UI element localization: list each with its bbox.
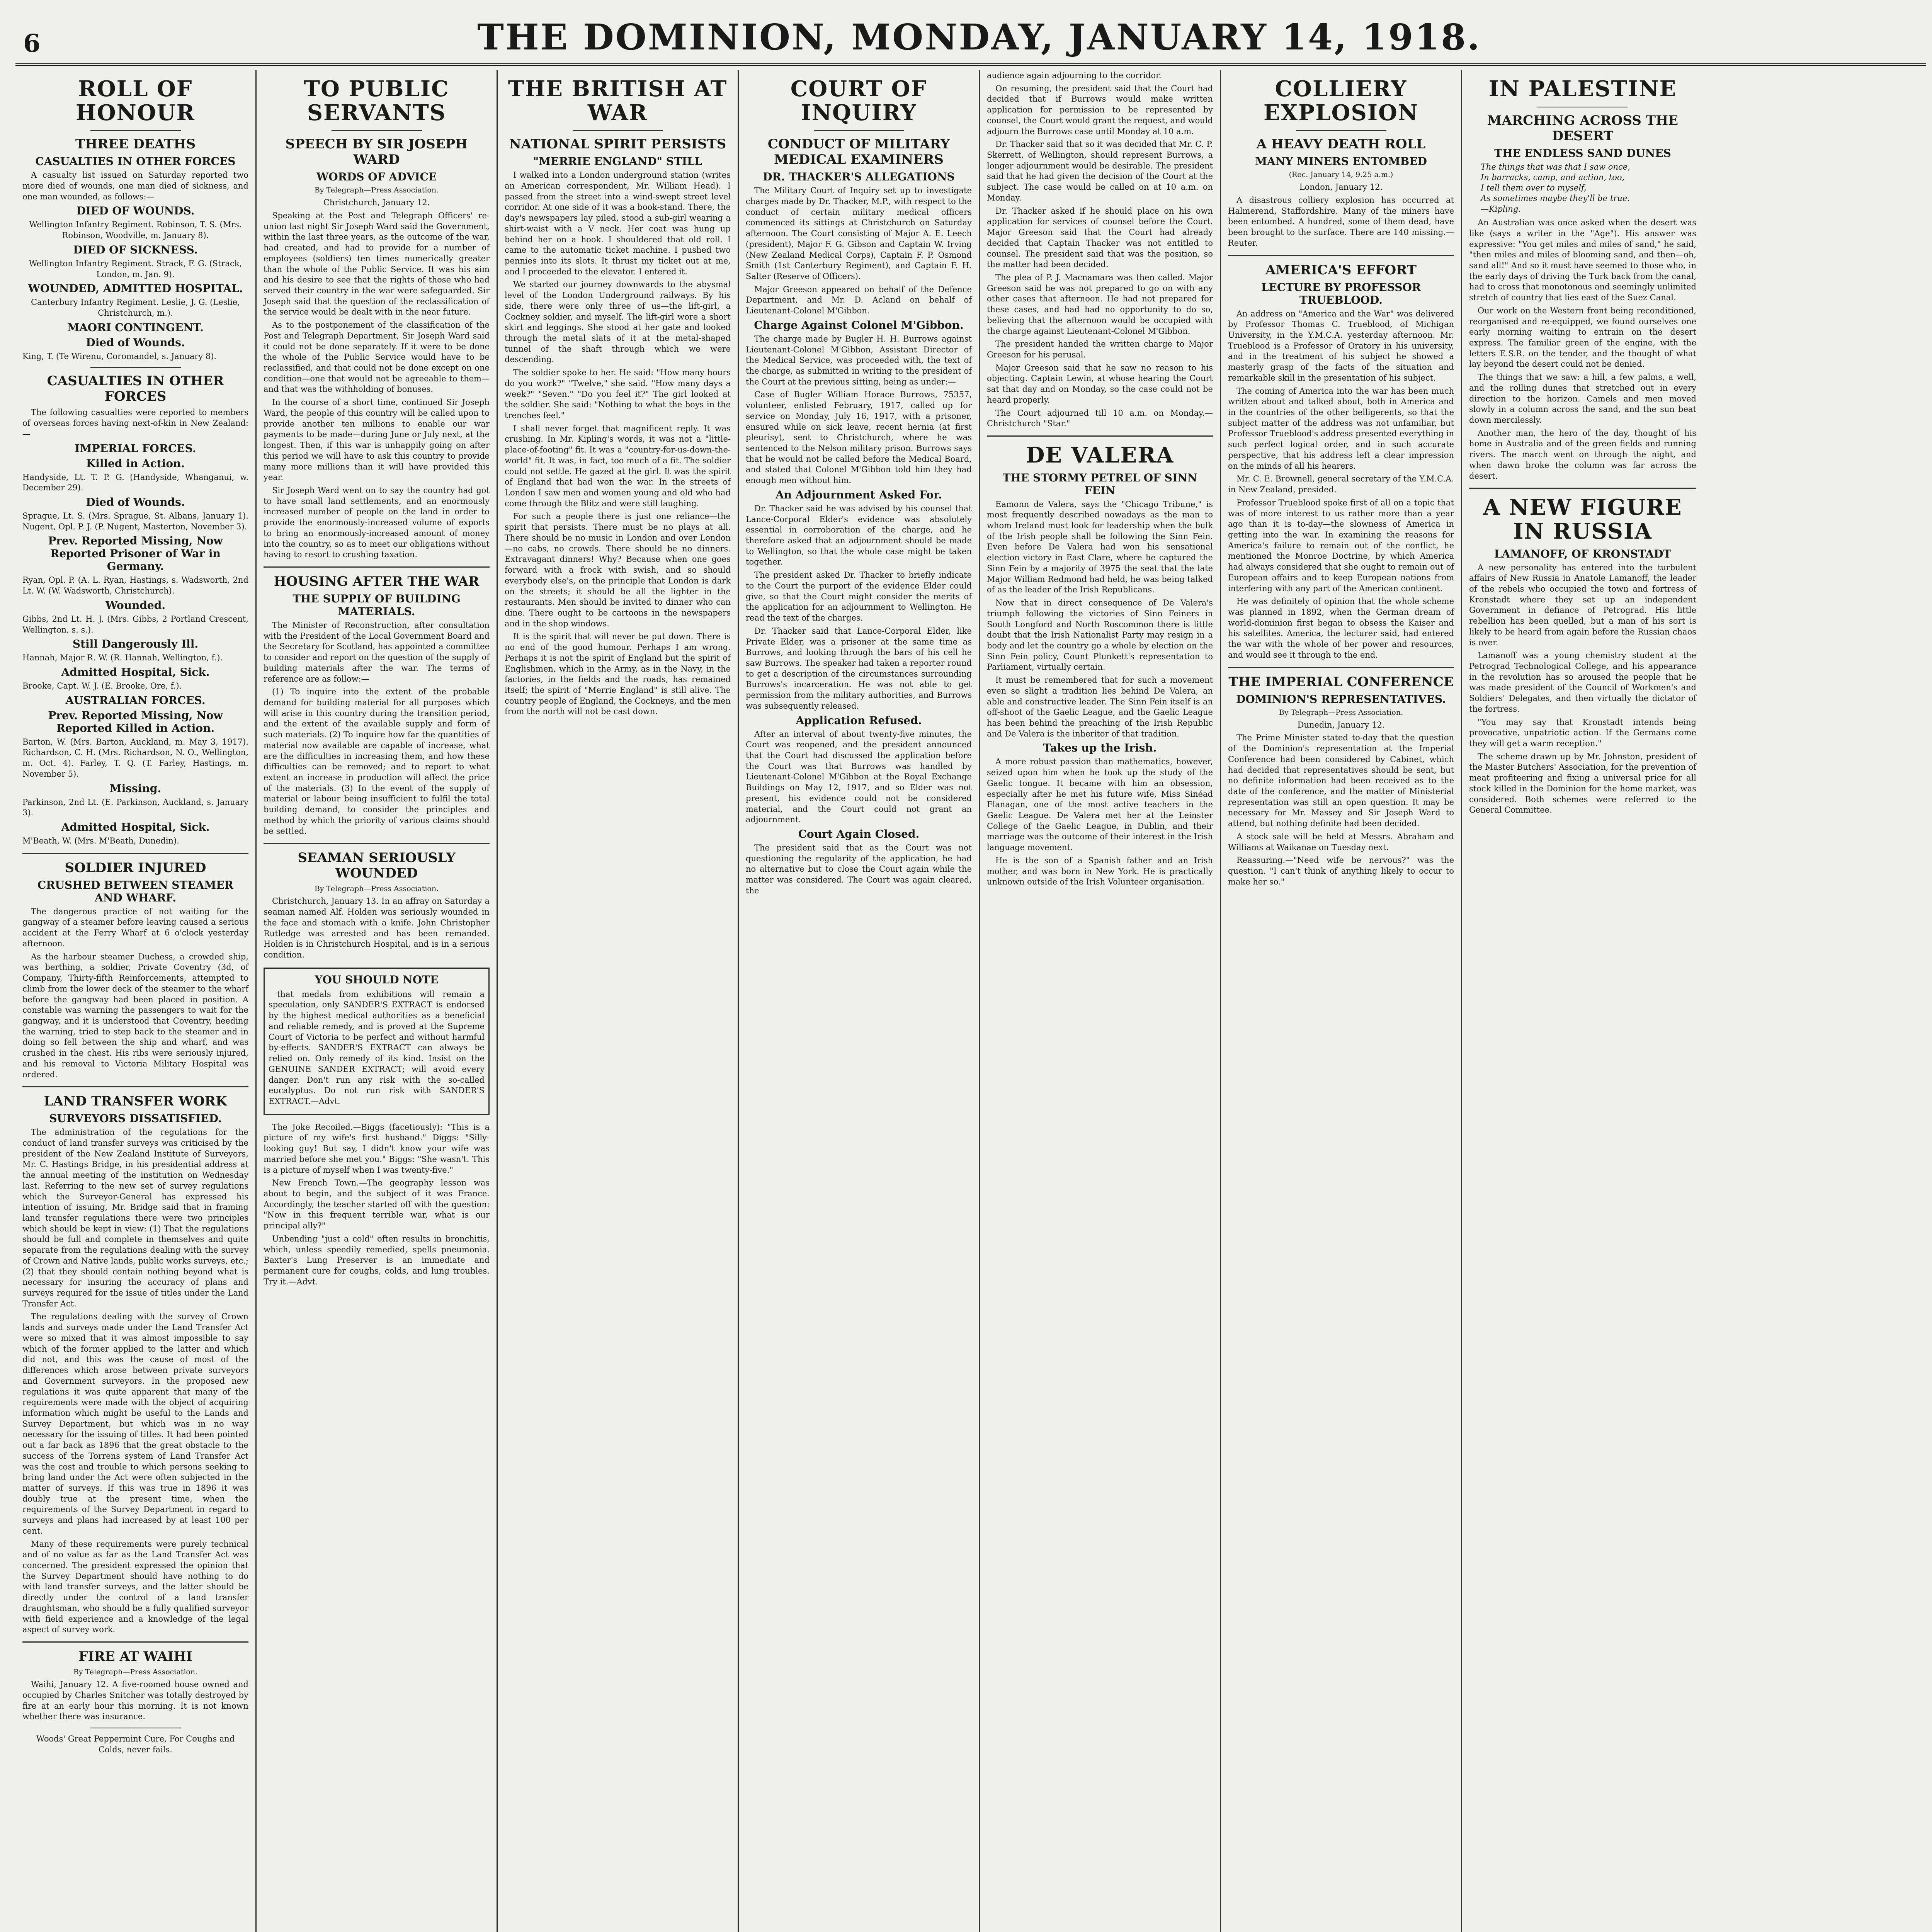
article-text: The Minister of Reconstruction, after consultation with the President of the Local Government Board and the Secretary for Scotland, has appointed a committee to consider and report on the question of the supply of building materials after the war. The terms of reference are as follow:—: [264, 620, 490, 684]
article-text: An address on "America and the War" was delivered by Professor Thomas C. Trueblood, of Michigan University, in the Y.M.C.A. yesterday afternoon. Mr. Trueblood is a Professor of Oratory in his university, and in the treatment of his subject he showed a masterly grasp of the facts of the situation and remarkable skill in the presentation of his subject.: [1228, 309, 1454, 383]
divider: [1296, 130, 1386, 131]
section-label: Died of Wounds.: [86, 336, 185, 349]
column-6: [1221, 70, 1462, 1932]
divider: [22, 1086, 248, 1087]
section-label: Court Again Closed.: [798, 828, 920, 840]
article-text: Professor Trueblood spoke first of all on a topic that was of more interest to us rather more than a year ago than it is to-day—the slowness of America in getting into the war. In examining the reasons for America's failure to remain out of the conflict, he mentioned the Monroe Doctrine, by which America had always considered that she ought to remain out of European affairs and to keep European nations from interfering with any part of the American continent.: [1228, 498, 1454, 593]
article-text: Wellington Infantry Regiment. Robinson, T. S. (Mrs. Robinson, Woodville, m. January 8).: [29, 220, 242, 240]
article-text: The following casualties were reported to members of overseas forces having next-of-kin in New Zealand:—: [22, 408, 248, 439]
section-label: Takes up the Irish.: [1043, 742, 1157, 755]
divider: [90, 367, 181, 368]
divider: [1469, 488, 1696, 489]
article-text: The administration of the regulations for the conduct of land transfer surveys was criticised by the president of the New Zealand Institute of Surveyors, Mr. C. Hastings Bridge, in his presidential address at the annual meeting of the institution on Wednesday last. Referring to the new set of survey regulations which the Surveyor-General has expressed his intention of issuing, Mr. Bridge said that in framing land transfer regulations there were two principles which should be kept in view: (1) That the regulations should be full and complete in themselves and quite separate from the regulations dealing with the survey of Crown and Native lands, public works surveys, etc.; (2) that they should contain nothing beyond what is necessary for insuring the accuracy of plans and surveys required for the issue of titles under the Land Transfer Act.: [22, 1128, 248, 1308]
article-text: For such a people there is just one reliance—the spirit that persists. There must be no plays at all. There should be no music in London and over London—no cabs, no crowds. There should be no dinners. Extravagant dinners! Why? Because when one goes forward with a frock with swish, and so should everybody else's, on the principle that London is dark on the streets; it should be all the lighter in the restaurants. Men should be invited to dinner who can dine. There ought to be cartoons in the newspapers and in the shop windows.: [505, 512, 731, 628]
poem-excerpt: The things that was that I saw once, In barracks, camp, and action, too, I tell them over to myself, As sometimes maybe they'll be true. —Kipling.: [1481, 162, 1630, 214]
byline: By Telegraph—Press Association.: [73, 1668, 198, 1677]
divider: [264, 843, 490, 844]
section-label: Admitted Hospital, Sick.: [61, 666, 210, 679]
land-transfer-subheading: SURVEYORS DISSATISFIED.: [49, 1112, 222, 1125]
article-text: The Prime Minister stated to-day that the question of the Dominion's representation at the Imperial Conference had been considered by Cabinet, which had decided that representatives should be sent, but no definite information had been received as to the date of the conference, and the matter of Ministerial representation was still an open question. It may be necessary for Mr. Massey and Sir Joseph Ward to attend, but nothing definite had been decided.: [1228, 733, 1454, 828]
speech-subheading: SPEECH BY SIR JOSEPH WARD: [285, 136, 468, 168]
article-text: Parkinson, 2nd Lt. (E. Parkinson, Auckland, s. January 3).: [22, 797, 248, 818]
section-label: MAORI CONTINGENT.: [67, 321, 204, 334]
soldier-injured-subheading: CRUSHED BETWEEN STEAMER AND WHARF.: [37, 878, 234, 904]
divider: [90, 130, 181, 131]
sand-dunes-subheading: THE ENDLESS SAND DUNES: [1494, 146, 1671, 160]
seaman-heading: SEAMAN SERIOUSLY WOUNDED: [298, 850, 456, 881]
merrie-england-subheading: "MERRIE ENGLAND" STILL: [533, 155, 702, 168]
divider: [22, 853, 248, 854]
section-label: An Adjournment Asked For.: [776, 488, 942, 501]
dateline: London, January 12.: [1299, 182, 1383, 192]
column-3: [498, 70, 739, 1932]
section-label: Still Dangerously Ill.: [72, 638, 199, 651]
dateline: Christchurch, January 12.: [323, 198, 430, 207]
received-line: (Rec. January 14, 9.25 a.m.): [1289, 170, 1393, 179]
article-text: Now that in direct consequence of De Valera's triumph following the victories of Sinn Feiners in South Longford and North Roscommon there is little doubt that the Irish Nationalist Party may resign in a body and let the country go a whole by election on the Sinn Fein policy, Count Plunkett's representation to Parliament, virtually certain.: [987, 598, 1213, 672]
allegations-subheading: DR. THACKER'S ALLEGATIONS: [763, 170, 955, 184]
lamanoff-subheading: LAMANOFF, OF KRONSTADT: [1494, 547, 1672, 560]
section-label: Prev. Reported Missing, Now Reported Prisoner of War in Germany.: [48, 534, 223, 573]
stormy-petrel-subheading: THE STORMY PETREL OF SINN FEIN: [1002, 471, 1197, 497]
article-text: I walked into a London underground station (writes an American correspondent, Mr. William Head). I passed from the street into a wind-swept street level corridor. At one side of it was a book-stand. There, the day's newspapers lay piled, stood a sub-girl wearing a shirt-waist with a V neck. Her coat was hung up behind her on a hook. I shouldered that old roll. I came to the automatic ticket machine. I pushed two pennies into its slots. It thrust my ticket out at me, and I proceeded to the elevator. I entered it.: [505, 170, 731, 276]
article-text: Gibbs, 2nd Lt. H. J. (Mrs. Gibbs, 2 Portland Crescent, Wellington, s. s.).: [22, 614, 248, 634]
divider: [332, 130, 422, 131]
divider: [1228, 667, 1454, 668]
advertisement-text: Woods' Great Peppermint Cure, For Coughs and Colds, never fails.: [36, 1734, 235, 1754]
death-roll-subheading: A HEAVY DEATH ROLL: [1256, 136, 1426, 152]
colliery-explosion-heading: COLLIERY EXPLOSION: [1263, 76, 1418, 126]
court-of-inquiry-heading: COURT OF INQUIRY: [790, 76, 927, 126]
article-text: Reassuring.—"Need wife be nervous?" was the question. "I can't think of anything likely to occur to make her so.": [1228, 855, 1454, 886]
section-label: IMPERIAL FORCES.: [75, 442, 196, 455]
article-text: "You may say that Kronstadt intends being provocative, unpatriotic action. If the Germans come they will get a warm reception.": [1469, 717, 1696, 748]
divider: [987, 435, 1213, 437]
byline: By Telegraph—Press Association.: [1279, 708, 1403, 717]
section-label: Application Refused.: [796, 714, 922, 727]
article-text: The things that we saw: a hill, a few palms, a well, and the rolling dunes that stretched out in every direction to the horizon. Camels and men moved slowly in a column across the sand, and the sun beat down mercilessly.: [1469, 372, 1696, 425]
article-text: audience again adjourning to the corridor.: [987, 71, 1162, 80]
article-text: The regulations dealing with the survey of Crown lands and surveys made under the Land Transfer Act were so mixed that it was almost impossible to say which of the former applied to the latter and which did not, and this was the cause of most of the differences which arose between private surveyors and Government surveyors. In the proposed new regulations it was quite apparent that many of the requirements were made with the object of acquiring information which might be useful to the Lands and Survey Department, but which was in no way necessary for the issuing of titles. It had been pointed out a far back as 1896 that the great obstacle to the success of the Torrens system of Land Transfer Act was the cost and trouble to which persons seeking to bring land under the Act were often subjected in the matter of surveys. If this was true in 1896 it was doubly true at the present time, when the requirements of the Survey Department in regard to surveys and plans had increased by at least 100 per cent.: [22, 1312, 248, 1536]
article-text: King, T. (Te Wirenu, Coromandel, s. January 8).: [22, 351, 217, 361]
soldier-injured-heading: SOLDIER INJURED: [65, 860, 206, 876]
section-label: DIED OF SICKNESS.: [73, 243, 198, 256]
housing-subheading: THE SUPPLY OF BUILDING MATERIALS.: [293, 592, 461, 618]
article-text: Case of Bugler William Horace Burrows, 75357, volunteer, enlisted February, 1917, called up for service on Monday, July 16, 1917, with a prisoner, ensured while on sick leave, recent hernia (at first pleurisy), sent to Christchurch, where he was sentenced to the Nelson military prison. Burrows says that he would not be called before the Medical Board, and stated that Colonel M'Gibbon told him they had enough men without him.: [746, 390, 972, 485]
article-text: Handyside, Lt. T. P. G. (Handyside, Whanganui, w. December 29).: [22, 472, 248, 493]
article-text: The charge made by Bugler H. H. Burrows against Lieutenant-Colonel M'Gibbon, Assistant Director of the Medical Service, was proceeded with, the text of the charge, as submitted in writing to the president of the Court at the previous sitting, being as under:—: [746, 334, 972, 386]
advertisement-heading: YOU SHOULD NOTE: [315, 973, 439, 986]
column-1: [15, 70, 257, 1932]
section-label: Wounded.: [105, 599, 166, 612]
article-text: Dr. Thacker asked if he should place on his own application for services of counsel before the Court. Major Greeson said that the Court had already decided that Captain Thacker was not entitled to counsel. The president said that was the position, so the matter had been decided.: [987, 206, 1213, 269]
divider: [22, 1641, 248, 1643]
article-text: On resuming, the president said that the Court had decided that if Burrows would make written application for permission to be represented by counsel, the Court would grant the request, and would adjourn the Burrows case until Monday at 10 a.m.: [987, 83, 1213, 136]
article-text: Major Greeson said that he saw no reason to his objecting. Captain Lewin, at whose hearing the Court sat that day and on Monday, so the case could not be heard properly.: [987, 363, 1213, 405]
article-text: Unbending "just a cold" often results in bronchitis, which, unless speedily remedied, spells pneumonia. Baxter's Lung Preserver is an immediate and permanent cure for coughs, colds, and lung troubles. Try it.—Advt.: [264, 1234, 490, 1286]
divider: [814, 130, 904, 131]
article-text: The president asked Dr. Thacker to briefly indicate to the Court the purport of the evidence Elder could give, so that the Court might consider the merits of the application for an adjournment to Wellington. He read the text of the charges.: [746, 570, 972, 623]
conduct-subheading: CONDUCT OF MILITARY MEDICAL EXAMINERS: [767, 136, 950, 168]
columns: [15, 70, 1926, 1932]
article-text: Our work on the Western front being reconditioned, reorganised and re-equipped, we found ourselves one early morning waiting to entrain on the desert express. The familiar green of the engine, with the letters E.S.R. on the tender, and the thought of what lay beyond the desert could not be denied.: [1469, 306, 1696, 369]
national-spirit-subheading: NATIONAL SPIRIT PERSISTS: [509, 136, 726, 152]
article-text: A stock sale will be held at Messrs. Abraham and Williams at Waikanae on Tuesday next.: [1228, 832, 1454, 852]
section-label: Charge Against Colonel M'Gibbon.: [754, 318, 964, 332]
article-text: Many of these requirements were purely technical and of no value as far as the Land Transfer Act was concerned. The president expressed the opinion that the Survey Department should have nothing to do with land transfer surveys, and the latter should be directly under the control of a land transfer draughtsman, who should be a fully qualified surveyor with field experience and a knowledge of the legal aspect of survey work.: [22, 1539, 248, 1634]
words-of-advice-subheading: WORDS OF ADVICE: [316, 170, 437, 184]
article-text: He was definitely of opinion that the whole scheme was planned in 1892, when the German dream of world-dominion first began to obsess the Kaiser and his satellites. America, the lecturer said, had entered the war with the whole of her power and resources, and would see it through to the end.: [1228, 597, 1454, 660]
fire-at-waihi-heading: FIRE AT WAIHI: [78, 1649, 192, 1665]
advertisement-text: that medals from exhibitions will remain a speculation, only SANDER'S EXTRACT is endorsed by the highest medical authorities as a beneficial and reliable remedy, and is proved at the Supreme Court of Victoria to be perfect and without harmful by-effects. SANDER'S EXTRACT can always be relied on. Only remedy of its kind. Insist on the GENUINE SANDER EXTRACT; will avoid every danger. Don't run any risk with the so-called eucalyptus. Do not run risk with SANDER'S EXTRACT.—Advt.: [269, 989, 485, 1106]
british-at-war-heading: THE BRITISH AT WAR: [508, 76, 728, 126]
article-text: He is the son of a Spanish father and an Irish mother, and was born in New York. He is practically unknown outside of the Irish Volunteer organisation.: [987, 855, 1213, 887]
article-text: A new personality has entered into the turbulent affairs of New Russia in Anatole Lamanoff, the leader of the rebels who occupied the town and fortress of Kronstadt where they set up an independent Government in defiance of Petrograd. His little rebellion has been quelled, but a man of his sort is likely to be heard from again before the Russian chaos is over.: [1469, 563, 1696, 647]
article-text: We started our journey downwards to the abysmal level of the London Underground railways. By his side, there were only three of us—the lift-girl, a Cockney soldier, and myself. The lift-girl wore a short skirt and leggings. She stood at her gate and looked through the metal slats of it at the metal-shaped tunnel of the shaft through which we were descending.: [505, 280, 731, 364]
section-label: Admitted Hospital, Sick.: [61, 821, 210, 834]
byline: By Telegraph—Press Association.: [314, 884, 439, 893]
article-text: It must be remembered that for such a movement even so slight a tradition lies behind De Valera, an able and constructive leader. The Sinn Fein itself is an off-shoot of the Gaelic League, and the Gaelic League has been behind the preaching of the Irish Republic and De Valera is the inheritor of that tradition.: [987, 675, 1213, 738]
section-label: Prev. Reported Missing, Now Reported Killed in Action.: [48, 709, 223, 735]
article-text: Brooke, Capt. W. J. (E. Brooke, Ore, f.).: [22, 681, 182, 690]
in-palestine-heading: IN PALESTINE: [1488, 76, 1677, 102]
article-text: Dr. Thacker said that so it was decided that Mr. C. P. Skerrett, of Wellington, should represent Burrows, a longer adjournment would be desirable. The president said that he had given the decision of the Court at the subject. The case would be called on at 10 a.m. on Monday.: [987, 139, 1213, 202]
newspaper-title: THE DOMINION, MONDAY, JANUARY 14, 1918.: [477, 16, 1481, 58]
column-5: [980, 70, 1221, 1932]
column-7: [1462, 70, 1703, 1932]
article-text: Mr. C. E. Brownell, general secretary of the Y.M.C.A. in New Zealand, presided.: [1228, 474, 1454, 495]
article-text: Wellington Infantry Regiment. Strack, F. G. (Strack, London, m. Jan. 9).: [29, 259, 242, 279]
marching-subheading: MARCHING ACROSS THE DESERT: [1487, 112, 1679, 144]
article-text: A more robust passion than mathematics, however, seized upon him when he took up the study of the Gaelic tongue. It became with him an obsession, especially after he met his future wife, Miss Sinéad Flanagan, one of the most active teachers in the Gaelic League. De Valera met her at the Leinster College of the Gaelic League, in Dublin, and their marriage was the outcome of their interest in the Irish language movement.: [987, 757, 1213, 852]
section-label: WOUNDED, ADMITTED HOSPITAL.: [28, 282, 243, 295]
miners-entombed-subheading: MANY MINERS ENTOMBED: [1255, 155, 1427, 168]
article-text: The Joke Recoiled.—Biggs (facetiously): "This is a picture of my wife's first husband." Diggs: "Silly-looking guy! But say, I didn't know your wife was married before she met you." Biggs: "She wasn't. This is a picture of myself when I was twenty-five.": [264, 1122, 490, 1175]
article-text: The scheme drawn up by Mr. Johnston, president of the Master Butchers' Association, for the prevention of meat profiteering and fixing a universal price for all stock killed in the Dominion for the home market, was considered. Both schemes were referred to the General Committee.: [1469, 752, 1696, 815]
land-transfer-heading: LAND TRANSFER WORK: [44, 1094, 227, 1109]
article-text: (1) To inquire into the extent of the probable demand for building material for all purposes which will arise in this country during the transition period, and the extent of the available supply and form of such materials. (2) To inquire how far the quantities of material now available are capable of increase, what are the difficulties in increasing them, and how these difficulties can be removed; and to report to what extent an increase in production will affect the price of the materials. (3) In the event of the supply of material or labour being insufficient to fulfil the total building demand, to consider the principles and method by which the priority of various claims should be settled.: [264, 687, 490, 836]
housing-heading: HOUSING AFTER THE WAR: [274, 573, 480, 589]
article-text: In the course of a short time, continued Sir Joseph Ward, the people of this country will be called upon to provide another ten millions to enable our war payments to be made—during June or July next, at the longest. Then, if this war is unhappily going on after this period we will have to ask this country to provide many more millions than it will have provided this year.: [264, 398, 490, 482]
article-text: The dangerous practice of not waiting for the gangway of a steamer before leaving caused a serious accident at the Ferry Wharf at 6 o'clock yesterday afternoon.: [22, 906, 248, 948]
article-text: Waihi, January 12. A five-roomed house owned and occupied by Charles Snitcher was totally destroyed by fire at an early hour this morning. It is not known whether there was insurance.: [22, 1680, 248, 1721]
article-text: The Military Court of Inquiry set up to investigate charges made by Dr. Thacker, M.P., with respect to the conduct of certain military medical officers commenced its sittings at Christchurch on Saturday afternoon. The Court consisting of Major A. E. Leech (president), Major F. G. Gibson and Captain W. Irving (New Zealand Medical Corps), Captain F. P. Osmond Smith (1st Canterbury Regiment), and Captain F. H. Salter (Reserve of Officers).: [746, 186, 972, 281]
section-label: DIED OF WOUNDS.: [76, 204, 195, 218]
section-label: Missing.: [109, 782, 162, 795]
article-text: A disastrous colliery explosion has occurred at Halmerend, Staffordshire. Many of the miners have been entombed. A hundred, some of them dead, have been brought to the surface. There are 140 missing.—Reuter.: [1228, 195, 1454, 248]
article-text: It is the spirit that will never be put down. There is no end of the good humour. Perhaps I am wrong. Perhaps it is not the spirit of England but the spirit of Englishmen, which in the Army, as in the Navy, in the factories, in the fields and the roads, has remained itself; the spirit of "Merrie England" is still alive. The country people of England, the Cockneys, and the men from the north will not be cast down.: [505, 632, 731, 716]
article-text: The plea of P. J. Macnamara was then called. Major Greeson said he was not prepared to go on with any other cases that afternoon. He had not prepared for these cases, and had had no opportunity to do so, believing that the afternoon would be occupied with the charge against Lieutenant-Colonel M'Gibbon.: [987, 272, 1213, 336]
advertisement-box: [264, 968, 490, 1115]
article-text: An Australian was once asked when the desert was like (says a writer in the "Age"). His answer was expressive: "You get miles and miles of sand," he said, "then miles and miles of blooming sand, and then—oh, sand all!" And so it must have seemed to those who, in the early days of driving the Turk back from the canal, had to cross that monotonous and seemingly unlimited stretch of country that lies east of the Suez Canal.: [1469, 218, 1696, 303]
section-label: Killed in Action.: [86, 457, 185, 470]
column-2: [257, 70, 498, 1932]
article-text: The Court adjourned till 10 a.m. on Monday.—Christchurch "Star.": [987, 408, 1213, 429]
imperial-conference-heading: THE IMPERIAL CONFERENCE: [1228, 674, 1454, 690]
article-text: Dr. Thacker said he was advised by his counsel that Lance-Corporal Elder's evidence was absolutely essential in corroboration of the charge, and he therefore asked that an adjournment should be made to Wellington, so that the whole case might be taken together.: [746, 503, 972, 567]
article-text: Another man, the hero of the day, thought of his home in Australia and of the green fields and running rivers. The march went on through the night, and when dawn broke the column was far across the desert.: [1469, 428, 1696, 481]
article-text: As to the postponement of the classification of the Post and Telegraph Department, Sir Joseph Ward said it could not be done separately. If it were to be done the whole of the Public Service would have to be reclassified, and that could not be done except on one condition—one that would not be agreeable to them—and that was the withholding of bonuses.: [264, 320, 490, 394]
article-text: Lamanoff was a young chemistry student at the Petrograd Technological College, and his appearance in the revolution has so aroused the people that he was made president of the Council of Workmen's and Soldiers' Delegates, and then virtually the dictator of the fortress.: [1469, 651, 1696, 714]
article-text: Hannah, Major R. W. (R. Hannah, Wellington, f.).: [22, 653, 223, 663]
article-text: As the harbour steamer Duchess, a crowded ship, was berthing, a soldier, Private Coventry (3d, of Company, Thirty-fifth Reinforcements, attempted to climb from the lower deck of the steamer to the wharf before the gangway had been placed in position. A constable was warning the passengers to wait for the gangway, and it is understood that Coventry, heeding the warning, tried to step back to the steamer and in doing so fell between the ship and wharf, and was crushed in the chest. His ribs were seriously injured, and his removal to Victoria Military Hospital was ordered.: [22, 952, 248, 1079]
article-text: Speaking at the Post and Telegraph Officers' re-union last night Sir Joseph Ward said the Government, within the last three years, as the outcome of the war, had created, and had to provide for a number of employees (soldiers) ten times numerically greater than the whole of the Public Service. It was his aim and his desire to see that the rights of those who had served their country in the war were safeguarded. Sir Joseph said that the question of the reclassification of the service would be dealt with in the near future.: [264, 211, 490, 317]
article-text: The president said that as the Court was not questioning the regularity of the application, he had no alternative but to close the Court again while the matter was considered. The Court was again cleared, the: [746, 843, 972, 895]
divider: [573, 130, 663, 131]
public-servants-heading: TO PUBLIC SERVANTS: [304, 76, 449, 126]
page-number: 6: [23, 29, 41, 58]
article-text: Barton, W. (Mrs. Barton, Auckland, m. May 3, 1917). Richardson, C. H. (Mrs. Richardson, N. O., Wellington, m. Oct. 4). Farley, T. Q. (T. Farley, Hastings, m. November 5).: [22, 737, 248, 779]
section-label: AUSTRALIAN FORCES.: [65, 694, 206, 707]
divider: [1228, 255, 1454, 256]
article-text: Canterbury Infantry Regiment. Leslie, J. G. (Leslie, Christchurch, m.).: [31, 298, 240, 318]
article-text: A casualty list issued on Saturday reported two more died of wounds, one man died of sickness, and one man wounded, as follows:—: [22, 170, 248, 201]
divider: [264, 566, 490, 568]
article-text: Eamonn de Valera, says the "Chicago Tribune," is most frequently described nowadays as the man to whom Ireland must look for leadership when the bulk of the Irish people shall be following the Sinn Fein. Even before De Valera had won his sensational election victory in East Clare, where he captured the Sinn Fein by a majority of 3975 the seat that the late Major William Redmond had held, he was being talked of as the leader of the Irish Republicans.: [987, 499, 1213, 595]
article-text: Ryan, Opl. P. (A. L. Ryan, Hastings, s. Wadsworth, 2nd Lt. W. (W. Wadsworth, Christchurch).: [22, 575, 248, 596]
article-text: The soldier spoke to her. He said: "How many hours do you work?" "Twelve," she said. "How many days a week?" "Seven." "Do you feel it?" The girl looked at the soldier. She said: "Nothing to what the boys in the trenches feel.": [505, 368, 731, 420]
de-valera-heading: DE VALERA: [1026, 442, 1174, 468]
article-text: I shall never forget that magnificent reply. It was crushing. In Mr. Kipling's words, it was not a "little-place-of-footing" fit. It was a "country-for-us-down-the-world" fit. It was, in fact, too much of a fit. The soldier could not settle. He gazed at the girl. It was the spirit of England that had won the war. In the streets of London I saw men and women young and old who had come through the Blitz and were still laughing.: [505, 423, 731, 508]
casualties-subheading: CASUALTIES IN OTHER FORCES: [35, 155, 236, 168]
article-text: The president handed the written charge to Major Greeson for his perusal.: [987, 339, 1213, 359]
article-text: Christchurch, January 13. In an affray on Saturday a seaman named Alf. Holden was seriously wounded in the face and stomach with a knife. John Christopher Rutledge was arrested and has been remanded. Holden is in Christchurch Hospital, and is in a serious condition.: [264, 896, 490, 960]
article-text: Major Greeson appeared on behalf of the Defence Department, and Mr. D. Acland on behalf of Lieutenant-Colonel M'Gibbon.: [746, 284, 972, 316]
roll-of-honour-heading: ROLL OF HONOUR: [75, 76, 196, 126]
article-text: Dr. Thacker said that Lance-Corporal Elder, like Private Elder, was a prisoner at the same time as Burrows, and looking through the bars of his cell he saw Burrows. The speaker had taken a reporter round to get a description of the circumstances surrounding Burrows's incarceration. He was not able to get permission from the military authorities, and Burrows was subsequently released.: [746, 626, 972, 711]
section-label: Died of Wounds.: [86, 495, 185, 509]
article-text: After an interval of about twenty-five minutes, the Court was reopened, and the president announced that the Court had discussed the application before the Court was that Burrows was handled by Lieutenant-Colonel M'Gibbon at the Royal Exchange Buildings on May 12, 1917, and so Elder was not present, his evidence could not be considered material, and the Court could not grant an adjournment.: [746, 729, 972, 825]
americas-effort-heading: AMERICA'S EFFORT: [1265, 262, 1417, 278]
dateline: Dunedin, January 12.: [1297, 720, 1385, 730]
column-4: [739, 70, 980, 1932]
other-forces-heading: CASUALTIES IN OTHER FORCES: [47, 373, 224, 405]
article-text: Sprague, Lt. S. (Mrs. Sprague, St. Albans, January 1). Nugent, Opl. P. J. (P. Nugent, Masterton, November 3).: [22, 511, 248, 531]
representatives-subheading: DOMINION'S REPRESENTATIVES.: [1236, 692, 1446, 706]
three-deaths-subheading: THREE DEATHS: [75, 136, 196, 152]
article-text: M'Beath, W. (Mrs. M'Beath, Dunedin).: [22, 836, 179, 846]
new-figure-heading: A NEW FIGURE IN RUSSIA: [1483, 495, 1682, 544]
article-text: Sir Joseph Ward went on to say the country had got to have small land settlements, and an enormously increased number of people on the land in order to provide the enormously-increased volume of exports to bring an enormously-increased amount of money into the country, so as to meet our obligations without having to resort to crushing taxation.: [264, 485, 490, 560]
byline: By Telegraph—Press Association.: [314, 186, 439, 195]
article-text: New French Town.—The geography lesson was about to begin, and the subject of it was France. Accordingly, the teacher started off with the question: "Now in this frequent terrible war, what is our principal ally?": [264, 1178, 490, 1231]
masthead: [15, 0, 1926, 66]
article-text: The coming of America into the war has been much written about and talked about, both in America and in the countries of the other belligerents, so that the subject matter of the address was not unfamiliar, but Professor Trueblood's address presented everything in such perfect logical order, and in such accurate perspective, that his address left a clear impression on the minds of all his hearers.: [1228, 386, 1454, 471]
lecture-subheading: LECTURE BY PROFESSOR TRUEBLOOD.: [1261, 281, 1421, 306]
